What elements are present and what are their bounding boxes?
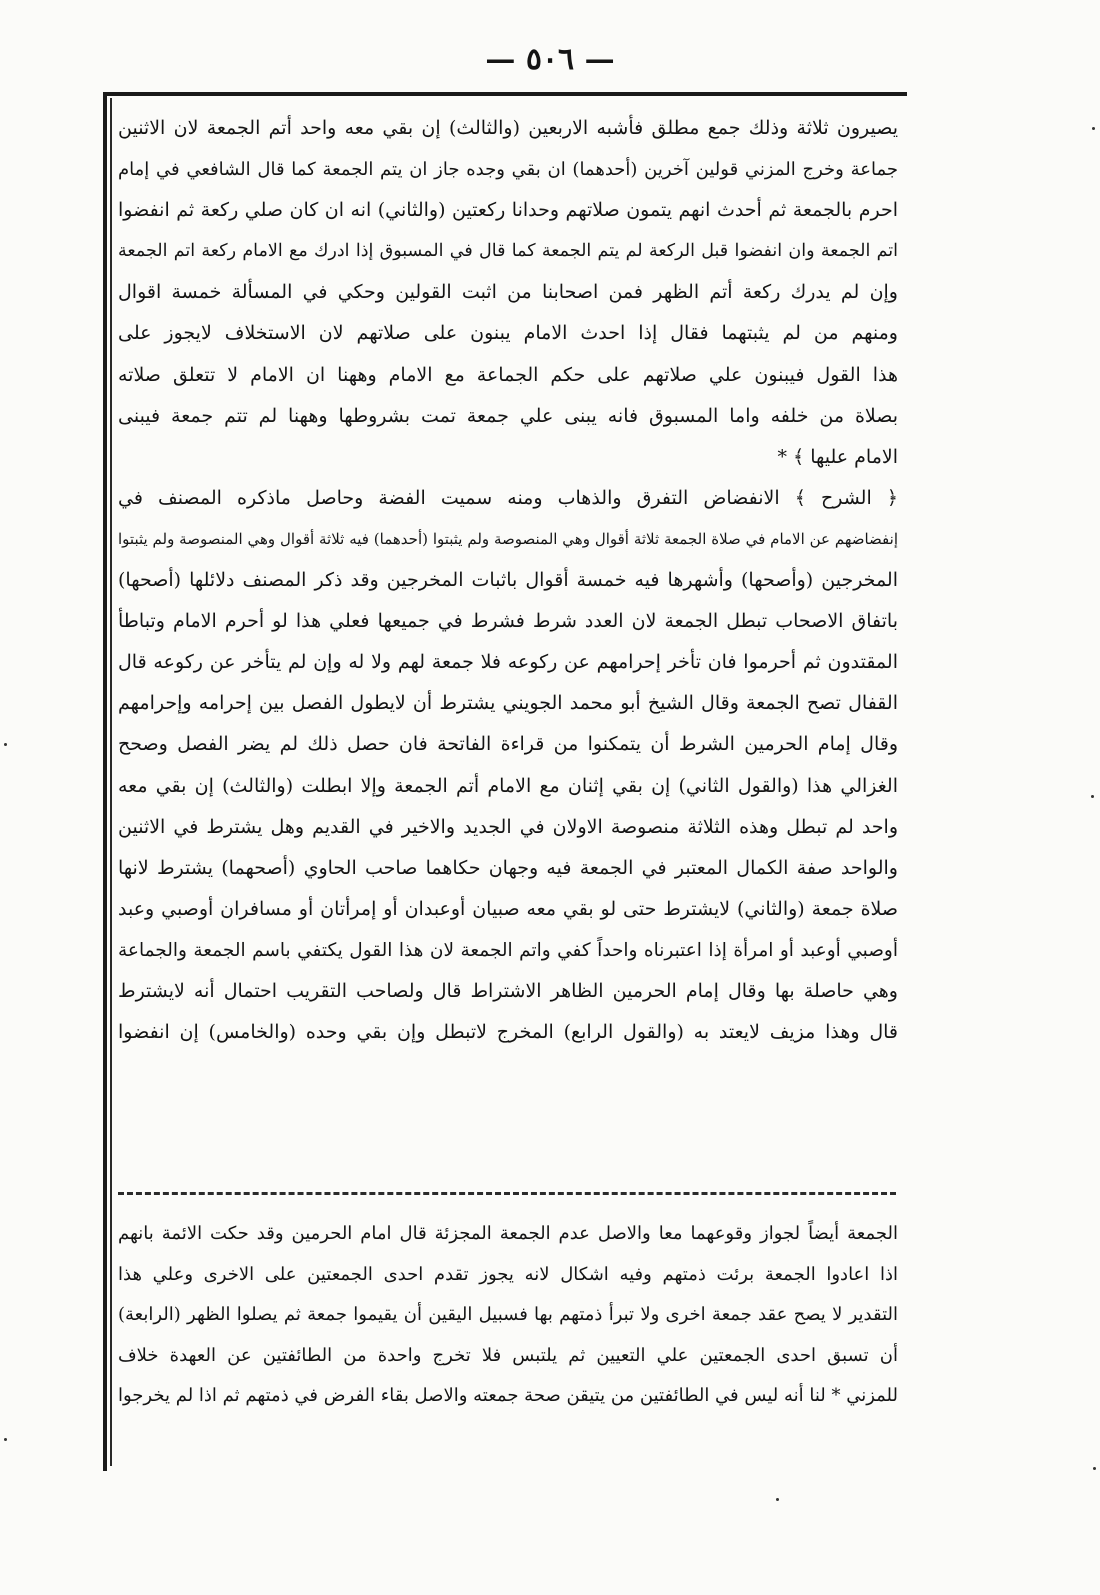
text-line: احرم بالجمعة ثم أحدث انهم يتمون صلاتهم وحدانا ركعتين (والثاني) انه ان كان صلي ركعة ثم انفضوا (118, 199, 898, 222)
scan-speck (4, 1438, 7, 1441)
scan-speck (776, 1498, 779, 1501)
footnote-line: للمزني * لنا أنه ليس في الطائفتين من يتيقن صحة جمعته والاصل بقاء الفرض في ذمتهم ثم اذا لم يخرجوا (118, 1385, 898, 1407)
text-line: صلاة جمعة (والثاني) لايشترط حتى لو بقي معه صبيان أوعبدان أو إمرأتان أو مسافران أوصبي وعبد (118, 897, 898, 920)
text-line: باتفاق الاصحاب تبطل الجمعة لان العدد شرط فشرط في جميعها فعلي هذا لو أحرم الامام وتباطأ (118, 610, 898, 633)
text-line: وهي حاصلة بها وقال إمام الحرمين الظاهر الاشتراط قال ولصاحب التقريب احتمال أنه لايشترط (118, 979, 898, 1002)
footnote-separator (118, 1192, 896, 1195)
text-line: قال وهذا مزيف لايعتد به (والقول الرابع) المخرج لاتبطل وإن بقي وحده (والخامس) إن انفضوا (118, 1021, 898, 1044)
text-line: المخرجين (وأصحها) وأشهرها فيه خمسة أقوال باثبات المخرجين وقد ذكر المصنف دلائلها (أصحها) (118, 569, 898, 592)
text-line: ومنهم من لم يثبتهما فقال إذا احدث الامام يبنون على صلاتهم لان الاستخلاف لايجوز على (118, 322, 898, 345)
text-line: المقتدون ثم أحرموا فان تأخر إحرامهم عن ركوعه فلا جمعة لهم ولا له وإن لم يتأخر عن ركوعه قال (118, 651, 898, 674)
text-line: والواحد صفة الكمال المعتبر في الجمعة فيه وجهان حكاهما صاحب الحاوي (أصحهما) يشترط لانها (118, 856, 898, 879)
text-line: اتم الجمعة وان انفضوا قبل الركعة لم يتم الجمعة كما قال في المسبوق إذا ادرك مع الامام ركعة اتم الجمعة (118, 241, 898, 262)
main-text-body (118, 108, 898, 1053)
text-line: جماعة وخرج المزني قولين آخرين (أحدهما) ان بقي وجده جاز ان يتم الجمعة كما قال الشافعي في إمام (118, 159, 898, 181)
footnote-text-body (118, 1214, 898, 1417)
text-line: الامام عليها ﴾ * (777, 445, 898, 468)
text-line: إنفضاضهم عن الامام في صلاة الجمعة ثلاثة أقوال وهي المنصوصة ولم يثبتوا (أحدهما) فيه ثلاثة أقوال وهي المنصوصة ولم يثبتوا (118, 529, 898, 548)
text-line: القفال تصح الجمعة وقال الشيخ أبو محمد الجويني يشترط أن لايطول الفصل بين إحرامه وإحرامهم (118, 692, 898, 715)
scan-speck (4, 743, 7, 746)
footnote-line: الجمعة أيضاً لجواز وقوعهما معا والاصل عدم الجمعة المجزئة قال امام الحرمين وقد حكت الائمة بانهم (118, 1223, 898, 1244)
text-line: هذا القول فيبنون علي صلاتهم على حكم الجماعة مع الامام وههنا ان الامام لا تتعلق صلاته (118, 363, 898, 386)
footnote-line: اذا اعادوا الجمعة برئت ذمتهم وفيه اشكال لانه يجوز تقدم احدى الجمعتين على الاخرى وعلي هذا (118, 1263, 898, 1285)
scan-speck (1092, 127, 1095, 130)
frame-inner-rule (110, 98, 112, 1466)
text-line: الغزالي هذا (والقول الثاني) إن بقي إثنان مع الامام أتم الجمعة وإلا ابطلت (والثالث) إن بقي معه (118, 774, 898, 797)
commentary-heading-line: ﴿ الشرح ﴾ الانفضاض التفرق والذهاب ومنه سميت الفضة وحاصل ماذكره المصنف في (118, 486, 898, 509)
scan-speck (1093, 1467, 1096, 1470)
text-line: أوصبي أوعبد أو امرأة إذا اعتبرناه واحداً كفي واتم الجمعة لان هذا القول يكتفي باسم الجمعة والجماعة (118, 939, 898, 961)
footnote-line: أن تسبق احدى الجمعتين علي التعيين ثم يلتبس فلا تخرج واحدة من الطائفتين عن العهدة خلاف (118, 1344, 898, 1366)
text-line: وقال إمام الحرمين الشرط أن يتمكنوا من قراءة الفاتحة فان حصل ذلك لم يضر الفصل وصحح (118, 733, 898, 756)
footnote-line: التقدير لا يصح عقد جمعة اخرى ولا تبرأ ذمتهم بها فسبيل اليقين أن يقيموا جمعة ثم يصلوا الظهر (الرابعة) (118, 1304, 898, 1326)
text-line: يصيرون ثلاثة وذلك جمع مطلق فأشبه الاربعين (والثالث) إن بقي معه واحد أتم الجمعة لان الاثنين (118, 117, 898, 139)
text-line: واحد لم تبطل وهذه الثلاثة منصوصة الاولان في الجديد والاخير في القديم وهل يشترط في الاثنين (118, 815, 898, 838)
text-line: وإن لم يدرك ركعة أتم الظهر فمن اصحابنا من اثبت القولين وحكي في المسألة خمسة اقوال (118, 281, 898, 304)
scan-speck (1091, 795, 1094, 798)
page-number: — ٥٠٦ — (485, 42, 615, 77)
text-line: بصلاة من خلفه واما المسبوق فانه يبنى علي جمعة تمت بشروطها وههنا لم تتم جمعة فيبنى (118, 404, 898, 427)
